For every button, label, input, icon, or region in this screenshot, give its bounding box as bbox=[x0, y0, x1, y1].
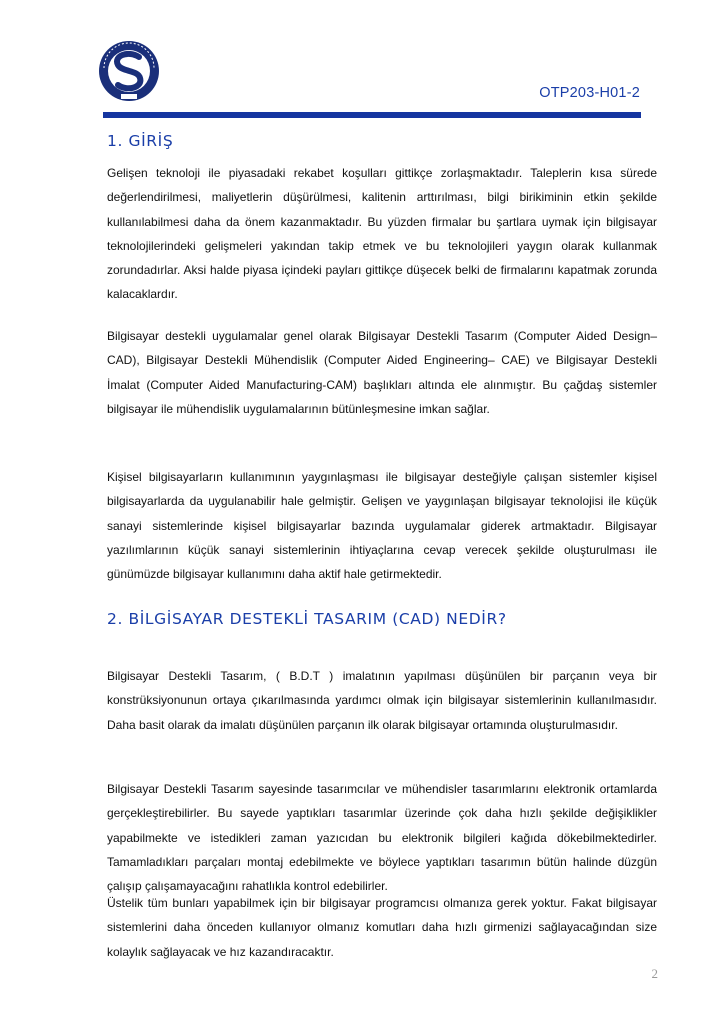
page-number: 2 bbox=[651, 966, 658, 981]
section-1-paragraph-2: Bilgisayar destekli uygulamalar genel olarak Bilgisayar Destekli Tasarım (Computer Aided Design–CAD), Bilgisayar Destekli Mühendislik (Computer Aided Engineering– CAE) ve Bilgisayar Destekli İmalat (Computer Aided Manufacturing-CAM) başlıkları altında ele alınmıştır. Bu çağdaş sistemler bilgisayar ile mühendislik uygulamalarının bütünleşmesine imkan sağlar. bbox=[107, 329, 657, 416]
section-2-heading: 2. BİLGİSAYAR DESTEKLİ TASARIM (CAD) NEDİR? bbox=[107, 610, 507, 628]
section-1-heading: 1. GİRİŞ bbox=[107, 132, 174, 150]
header-rule bbox=[103, 112, 641, 118]
document-code: OTP203-H01-2 bbox=[539, 85, 640, 101]
section-1-paragraph-3: Kişisel bilgisayarların kullanımının yaygınlaşması ile bilgisayar desteğiyle çalışan sistemler kişisel bilgisayarlarda da uygulanabilir hale gelmiştir. Gelişen ve yaygınlaşan bilgisayar teknolojisi ile küçük sanayi sistemlerinde kişisel bilgisayarlar bazında uygulamalar giderek artmaktadır. Bilgisayar yazılımlarının küçük sanayi sistemlerinin ihtiyaçlarına cevap verecek şekilde oluşturulması ile günümüzde bilgisayar kullanımını daha aktif hale getirmektedir. bbox=[107, 470, 657, 582]
university-seal-icon bbox=[98, 40, 160, 102]
section-2-paragraph-2: Bilgisayar Destekli Tasarım sayesinde tasarımcılar ve mühendisler tasarımlarını elektronik ortamlarda gerçekleştirebilirler. Bu sayede yaptıkları tasarımlar üzerinde çok daha hızlı şekilde değişiklikler yapabilmekte ve istedikleri zaman yazıcıdan bu elektronik bilgileri kağıda dökebilmektedirler. Tamamladıkları parçaları montaj edebilmekte ve böylece yaptıkları tasarımın bütün halinde düzgün çalışıp çalışamayacağını rahatlıkla kontrol edebilirler. bbox=[107, 782, 657, 894]
section-1-paragraph-1: Gelişen teknoloji ile piyasadaki rekabet koşulları gittikçe zorlaşmaktadır. Taleplerin kısa sürede değerlendirilmesi, maliyetlerin düşürülmesi, kalitenin arttırılması, bilgi birikiminin etkin şekilde kullanılabilmesi daha da önem kazanmaktadır. Bu yüzden firmalar bu şartlara uymak için bilgisayar teknolojilerindeki gelişmeleri yakından takip etmek ve bu teknolojileri yaygın olarak kullanmak zorundadırlar. Aksi halde piyasa içindeki payları gittikçe düşecek belki de firmalarını kapatmak zorunda kalacaklardır. bbox=[107, 166, 657, 302]
section-2-paragraph-3: Üstelik tüm bunları yapabilmek için bir bilgisayar programcısı olmanıza gerek yoktur. Fakat bilgisayar sistemlerini daha önceden kullanıyor olmanız komutları daha hızlı girmenizi sağlayacağından size kolaylık sağlayacak ve hız kazandıracaktır. bbox=[107, 896, 657, 959]
section-2-paragraph-1: Bilgisayar Destekli Tasarım, ( B.D.T ) imalatının yapılması düşünülen bir parçanın veya bir konstrüksiyonunun ortaya çıkarılmasında yardımcı olmak için bilgisayar sistemlerinin kullanılmasıdır. Daha basit olarak da imalatı düşünülen parçanın ilk olarak bilgisayar ortamında oluşturulmasıdır. bbox=[107, 669, 657, 732]
